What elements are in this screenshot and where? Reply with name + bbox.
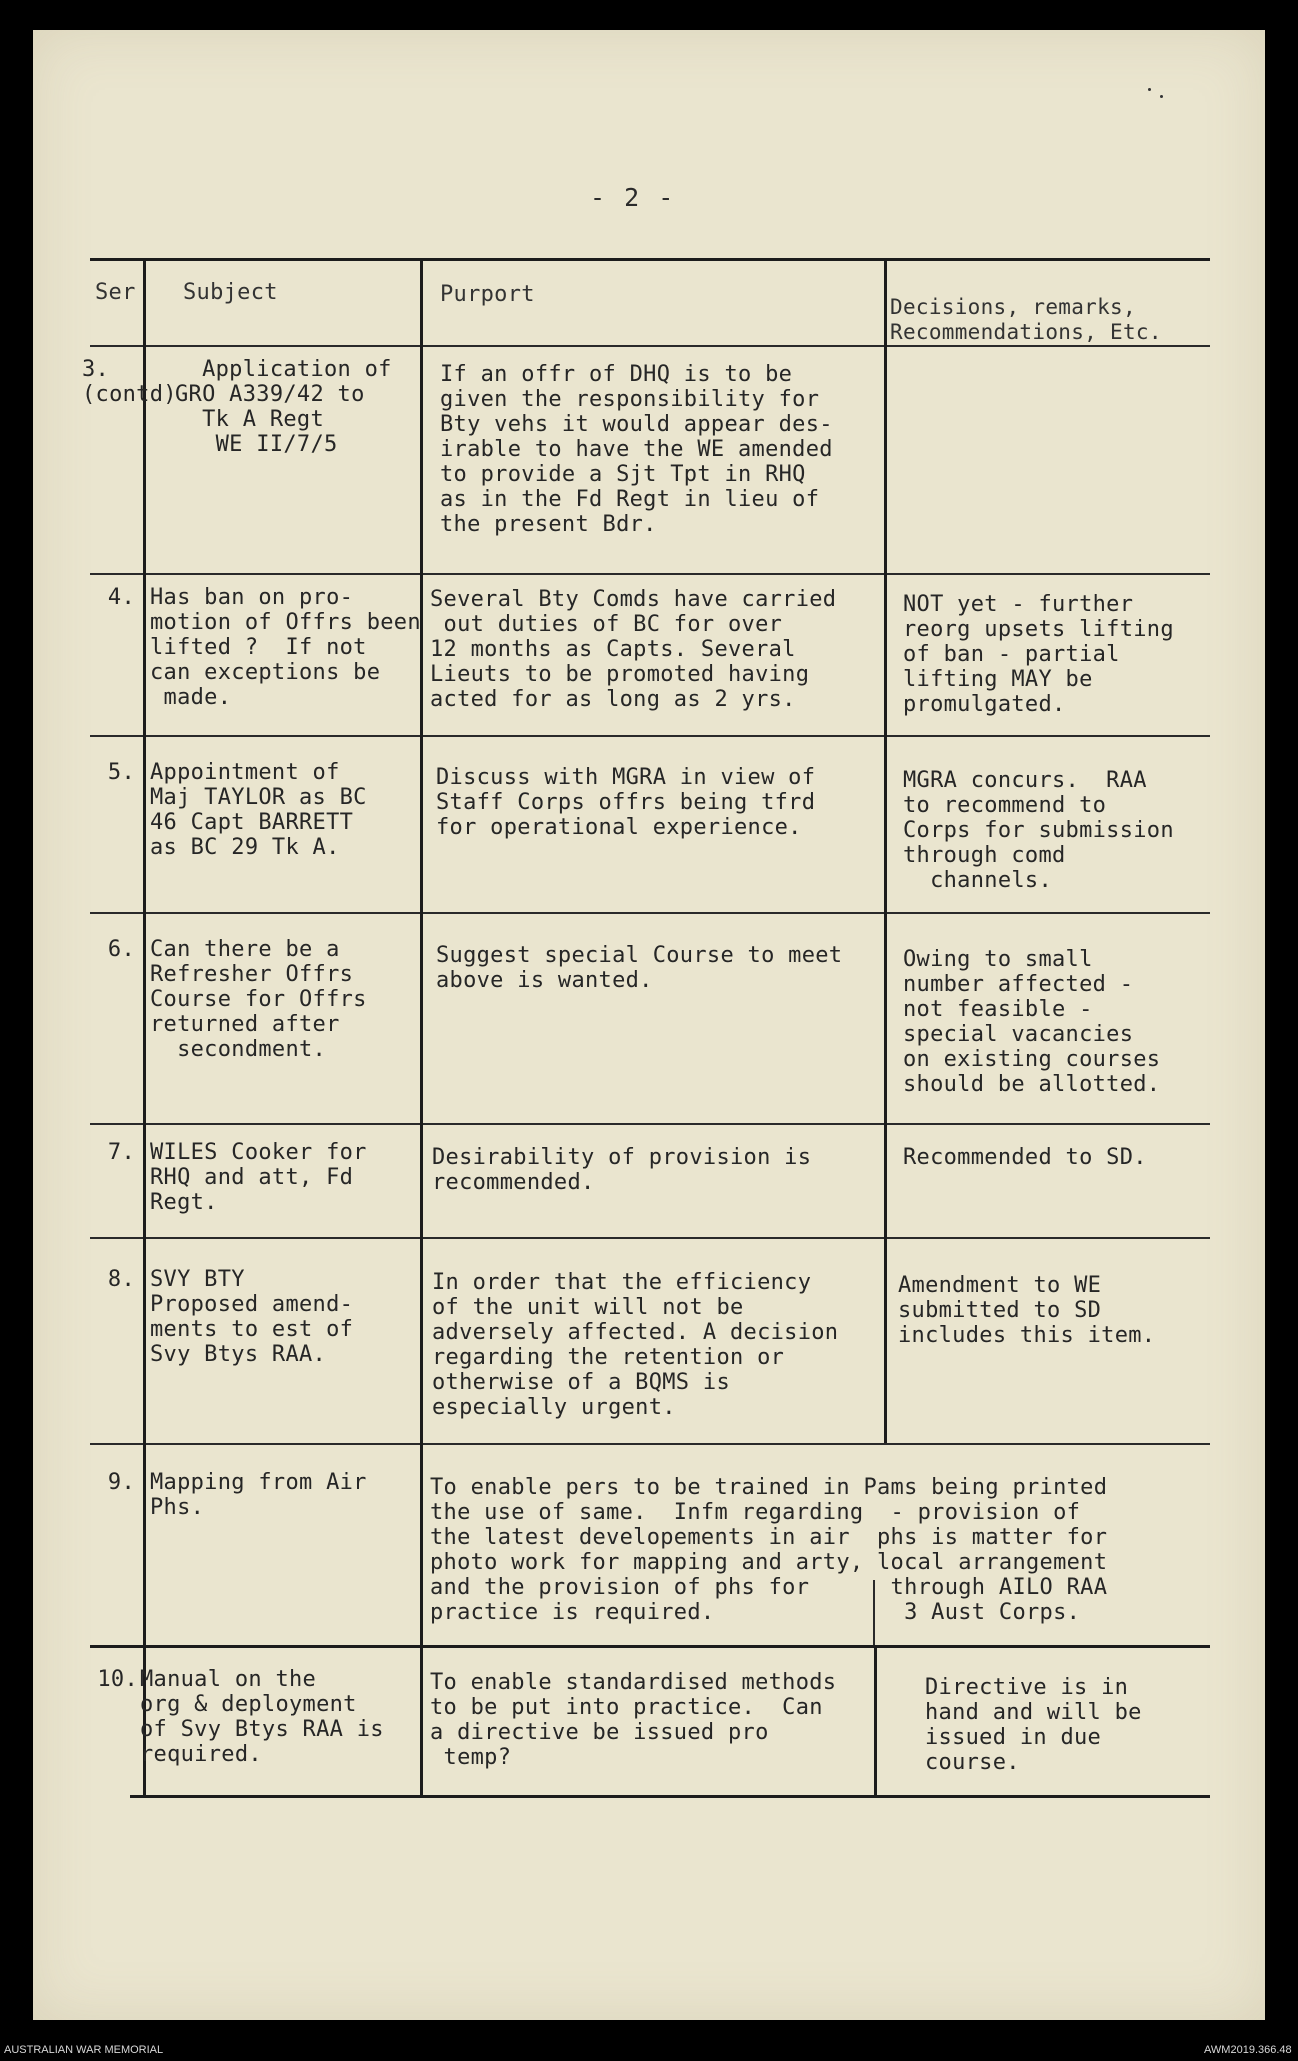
- decision-column-rule-bottom: [874, 1645, 877, 1798]
- row-4-subject: Has ban on pro- motion of Offrs been lifted ? If not can exceptions be made.: [150, 585, 421, 710]
- row-7-ser: 7.: [107, 1140, 135, 1165]
- row-6-decision: Owing to small number affected - not feasible - special vacancies on existing courses should be allotted.: [903, 947, 1161, 1097]
- table-top-rule: [90, 258, 1210, 261]
- row-10-subject: Manual on the org & deployment of Svy Btys RAA is required.: [140, 1667, 384, 1767]
- row-9-purport: To enable pers to be trained in Pams being printed the use of same. Infm regarding - provision of the latest developements in air phs is matter for photo work for mapping and arty, local arrangement and the provision of phs for through AILO RAA practice is required. 3 Aust Corps.: [430, 1475, 1108, 1625]
- row-9-ser: 9.: [107, 1470, 135, 1495]
- row-5-ser: 5.: [107, 760, 135, 785]
- row-6-ser: 6.: [107, 937, 135, 962]
- header-subject: Subject: [183, 280, 278, 305]
- row-4-decision: NOT yet - further reorg upsets lifting of ban - partial lifting MAY be promulgated.: [903, 592, 1174, 717]
- row-rule: [90, 573, 1210, 575]
- row-10-purport: To enable standardised methods to be put into practice. Can a directive be issued pro temp?: [430, 1670, 837, 1770]
- row-7-subject: WILES Cooker for RHQ and att, Fd Regt.: [150, 1140, 367, 1215]
- row-3-ser: 3. (contd): [82, 357, 177, 407]
- header-purport: Purport: [440, 282, 535, 307]
- row-8-decision: Amendment to WE submitted to SD includes this item.: [898, 1273, 1156, 1348]
- row-rule: [90, 1237, 1210, 1239]
- decision-column-rule-upper: [884, 258, 887, 1443]
- row-8-subject: SVY BTY Proposed amend- ments to est of Svy Btys RAA.: [150, 1267, 354, 1367]
- row-8-purport: In order that the efficiency of the unit will not be adversely affected. A decision regarding the retention or otherwise of a BQMS is especially urgent.: [432, 1270, 839, 1420]
- row-6-purport: Suggest special Course to meet above is wanted.: [436, 943, 843, 993]
- subject-column-rule: [143, 258, 146, 1798]
- row-4-ser: 4.: [107, 585, 135, 610]
- ink-mark: [1148, 88, 1151, 91]
- row-7-decision: Recommended to SD.: [903, 1145, 1147, 1170]
- row-4-purport: Several Bty Comds have carried out duties of BC for over 12 months as Capts. Several Lieuts to be promoted having acted for as long as 2 yrs.: [430, 587, 837, 712]
- row-5-purport: Discuss with MGRA in view of Staff Corps offrs being tfrd for operational experience.: [436, 765, 816, 840]
- table-bottom-rule: [130, 1795, 1210, 1798]
- header-decisions: Decisions, remarks, Recommendations, Etc.: [890, 295, 1162, 344]
- row-10-ser: 10.: [97, 1667, 138, 1692]
- row-3-subject: Application of GRO A339/42 to Tk A Regt WE II/7/5: [175, 357, 392, 457]
- row-rule: [90, 912, 1210, 914]
- footer-archive-id: AWM2019.366.48: [1204, 2044, 1292, 2056]
- footer-archive-label: AUSTRALIAN WAR MEMORIAL: [4, 2044, 164, 2056]
- row-5-subject: Appointment of Maj TAYLOR as BC 46 Capt BARRETT as BC 29 Tk A.: [150, 760, 367, 860]
- row-8-ser: 8.: [107, 1267, 135, 1292]
- row-rule: [90, 1645, 1210, 1648]
- row-10-decision: Directive is in hand and will be issued in due course.: [925, 1675, 1142, 1775]
- row-rule: [90, 1123, 1210, 1125]
- row-3-purport: If an offr of DHQ is to be given the responsibility for Bty vehs it would appear des- irable to have the WE amended to provide a Sjt Tpt in RHQ as in the Fd Regt in lieu of the present Bdr.: [440, 362, 833, 537]
- row-9-subject: Mapping from Air Phs.: [150, 1470, 367, 1520]
- row-5-decision: MGRA concurs. RAA to recommend to Corps for submission through comd channels.: [903, 768, 1174, 893]
- row-rule: [90, 1443, 1210, 1445]
- purport-column-rule: [420, 258, 423, 1798]
- ink-mark: [1160, 95, 1163, 98]
- row-6-subject: Can there be a Refresher Offrs Course for Offrs returned after secondment.: [150, 937, 367, 1062]
- row-7-purport: Desirability of provision is recommended.: [432, 1145, 812, 1195]
- header-rule: [90, 345, 1210, 347]
- row-rule: [90, 735, 1210, 737]
- header-ser: Ser: [95, 280, 136, 305]
- page-number: - 2 -: [590, 183, 676, 212]
